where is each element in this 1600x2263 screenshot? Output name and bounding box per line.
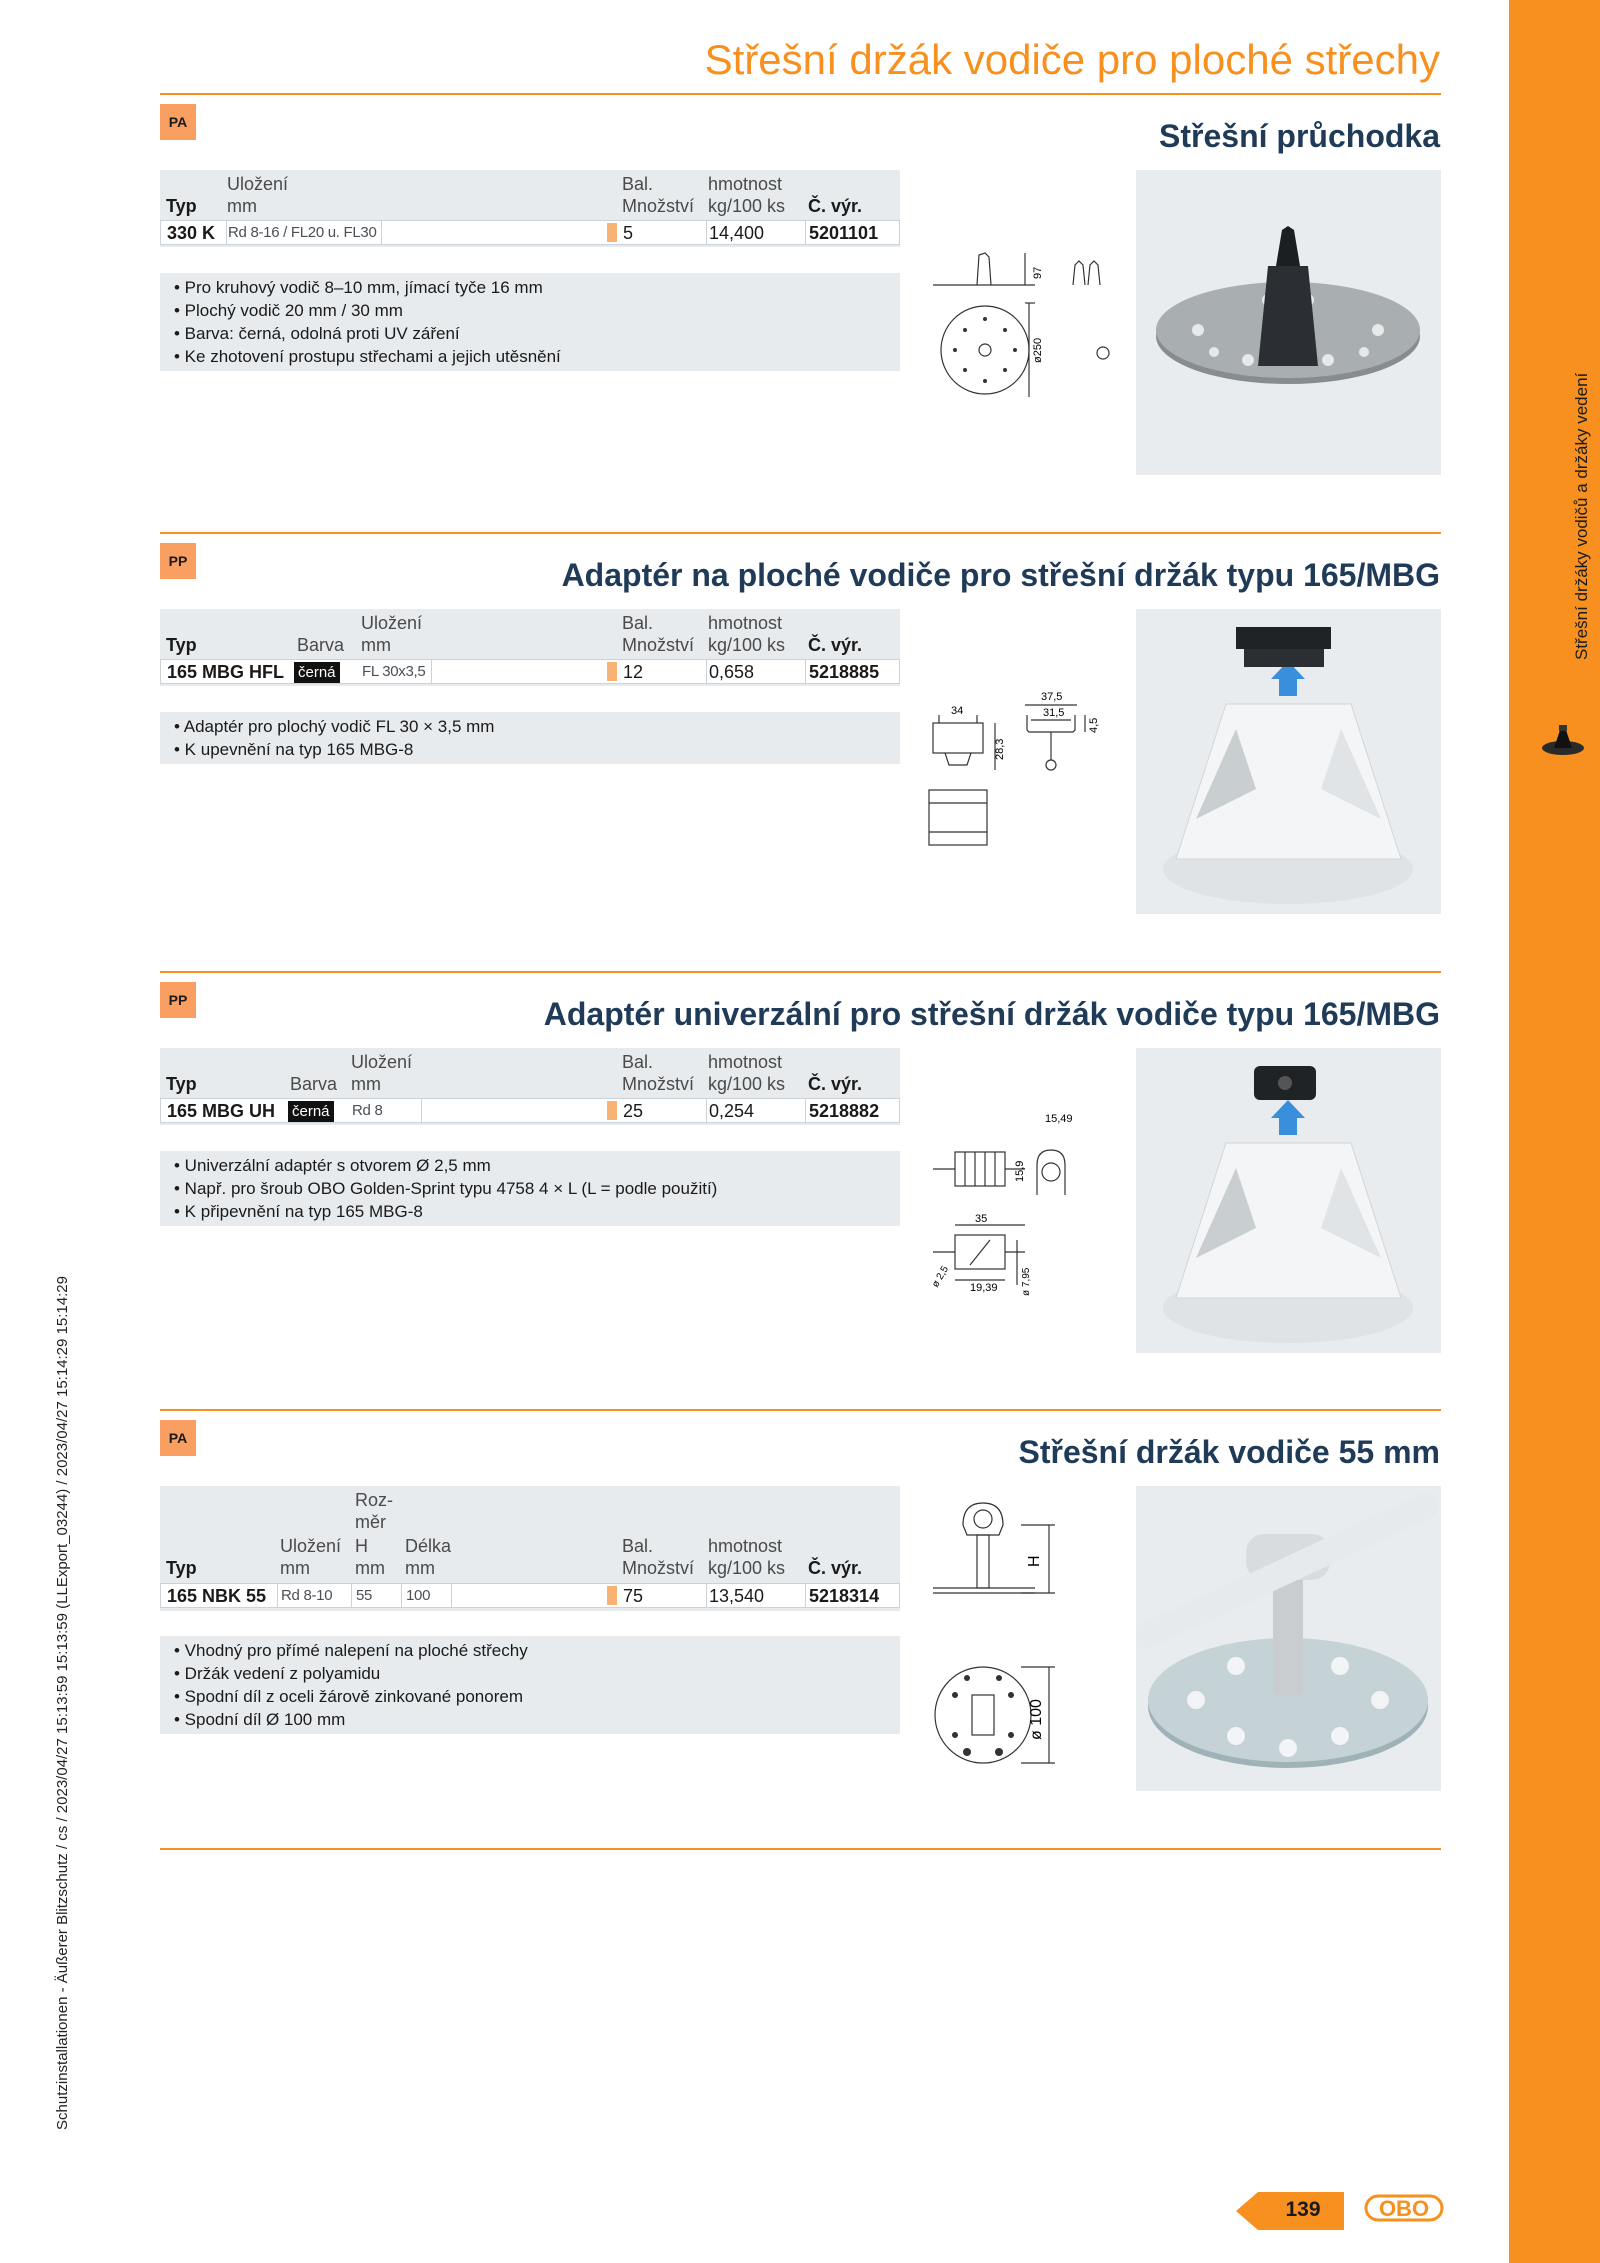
header-kg: kg/100 ks	[708, 196, 786, 216]
header-bal: Bal.	[622, 1536, 654, 1556]
table-row	[160, 659, 900, 684]
product-badge: PA	[160, 1420, 196, 1456]
roof-holder-icon	[1540, 722, 1586, 762]
obo-logo	[1364, 2190, 1444, 2226]
cell-ulozeni: Rd 8	[352, 1102, 383, 1119]
sidebar-label: Střešní držáky vodičů a držáky vedení	[1572, 372, 1591, 660]
sidebar-bar	[1509, 0, 1600, 2263]
header-ulozeni: Uložení	[361, 613, 423, 633]
highlight-mark	[607, 223, 617, 242]
product-title: Střešní držák vodiče 55 mm	[1018, 1434, 1440, 1470]
cell-hmotnost: 0,254	[709, 1101, 755, 1121]
header-typ: Typ	[166, 1074, 197, 1094]
page-title: Střešní držák vodiče pro ploché střechy	[704, 36, 1440, 83]
dim-label: 4,5	[1088, 717, 1100, 733]
feature-item: • Pro kruhový vodič 8–10 mm, jímací tyče 16 mm	[174, 278, 543, 297]
cell-ulozeni: Rd 8-16 / FL20 u. FL30	[228, 224, 377, 241]
feature-item: • Ke zhotovení prostupu střechami a jejich utěsnění	[174, 347, 561, 366]
header-mnozstvi: Množství	[622, 1074, 695, 1094]
header-hmotnost: hmotnost	[708, 613, 783, 633]
header-mm: mm	[361, 635, 391, 655]
cell-cvyr: 5218314	[809, 1586, 880, 1606]
header-cvyr: Č. výr.	[808, 1074, 863, 1094]
technical-drawing	[925, 245, 1125, 425]
feature-item: • Spodní díl Ø 100 mm	[174, 1710, 346, 1729]
cell-cvyr: 5218882	[809, 1101, 880, 1121]
product-title: Adaptér na ploché vodiče pro střešní držák typu 165/MBG	[561, 557, 1440, 593]
dim-label: 15,49	[1045, 1113, 1073, 1125]
header-roz: Roz-	[355, 1490, 394, 1510]
divider	[160, 1848, 1441, 1850]
feature-item: • Plochý vodič 20 mm / 30 mm	[174, 301, 403, 320]
dim-label: ø250	[1032, 337, 1044, 363]
highlight-mark	[607, 1101, 617, 1120]
dim-label: 37,5	[1041, 691, 1063, 703]
header-bal: Bal.	[622, 174, 654, 194]
dim-label: ø 100	[1028, 1699, 1045, 1740]
feature-item: • Držák vedení z polyamidu	[174, 1664, 381, 1683]
cell-ulozeni: FL 30x3,5	[362, 663, 426, 680]
cell-typ: 165 NBK 55	[167, 1586, 267, 1606]
dim-label: H	[1026, 1555, 1043, 1567]
cell-typ: 330 K	[167, 223, 216, 243]
cell-h: 55	[356, 1587, 373, 1604]
header-delka: Délka	[405, 1536, 452, 1556]
cell-hmotnost: 14,400	[709, 223, 765, 243]
cell-barva: černá	[288, 1101, 334, 1122]
table-row	[160, 1098, 900, 1123]
dim-label: 35	[975, 1213, 988, 1225]
header-mm: mm	[351, 1074, 381, 1094]
product-photo	[1136, 170, 1441, 475]
header-mnozstvi: Množství	[622, 196, 695, 216]
technical-drawing	[925, 1110, 1125, 1300]
header-hmotnost: hmotnost	[708, 174, 783, 194]
feature-item: • Barva: černá, odolná proti UV záření	[174, 324, 460, 343]
header-barva: Barva	[290, 1074, 338, 1094]
cell-bal: 12	[623, 662, 644, 682]
dim-label: 28,3	[994, 738, 1006, 760]
header-hmotnost: hmotnost	[708, 1052, 783, 1072]
header-kg: kg/100 ks	[708, 1558, 786, 1578]
header-mm: mm	[405, 1558, 435, 1578]
product-photo	[1136, 1486, 1441, 1791]
header-bal: Bal.	[622, 613, 654, 633]
dim-label: 19,39	[970, 1282, 998, 1294]
feature-item: • Univerzální adaptér s otvorem Ø 2,5 mm	[174, 1156, 491, 1175]
feature-list	[160, 273, 900, 371]
header-bal: Bal.	[622, 1052, 654, 1072]
header-mm: mm	[355, 1558, 385, 1578]
technical-drawing	[925, 675, 1125, 855]
cell-bal: 5	[623, 223, 634, 243]
cell-bal: 25	[623, 1101, 644, 1121]
dim-label: 34	[951, 705, 964, 717]
table-row	[160, 1583, 900, 1608]
header-mnozstvi: Množství	[622, 1558, 695, 1578]
cell-cvyr: 5218885	[809, 662, 880, 682]
cell-cvyr: 5201101	[809, 223, 879, 243]
svg-text:OBO: OBO	[1378, 2196, 1430, 2221]
header-mer: měr	[355, 1512, 386, 1532]
feature-list	[160, 1151, 900, 1226]
header-mm: mm	[227, 196, 257, 216]
feature-item: • Vhodný pro přímé nalepení na ploché střechy	[174, 1641, 528, 1660]
page-number: 139	[1285, 2198, 1321, 2221]
dim-label: 31,5	[1043, 707, 1065, 719]
product-photo	[1136, 609, 1441, 914]
feature-item: • Spodní díl z oceli žárově zinkované ponorem	[174, 1687, 523, 1706]
divider	[160, 1409, 1441, 1411]
header-ulozeni: Uložení	[280, 1536, 342, 1556]
feature-list	[160, 1636, 900, 1734]
dim-label: 97	[1032, 266, 1044, 279]
product-badge: PP	[160, 543, 196, 579]
cell-barva: černá	[294, 662, 340, 683]
feature-item: • Např. pro šroub OBO Golden-Sprint typu 4758 4 × L (L = podle použití)	[174, 1179, 718, 1198]
feature-list	[160, 712, 900, 764]
header-typ: Typ	[166, 635, 197, 655]
header-hmotnost: hmotnost	[708, 1536, 783, 1556]
header-typ: Typ	[166, 1558, 197, 1578]
dim-label: ø 2,5	[930, 1264, 951, 1290]
cell-bal: 75	[623, 1586, 644, 1606]
header-mm: mm	[280, 1558, 310, 1578]
product-table	[160, 609, 900, 686]
margin-note: Schutzinstallationen - Äußerer Blitzschutz / cs / 2023/04/27 15:13:59 15:13:59 (LLExport_03244) / 2023/04/27 15:14:29 15:14:29	[54, 1276, 71, 2130]
header-cvyr: Č. výr.	[808, 1558, 863, 1578]
header-h: H	[355, 1536, 368, 1556]
product-badge: PP	[160, 982, 196, 1018]
divider	[160, 971, 1441, 973]
header-kg: kg/100 ks	[708, 635, 786, 655]
header-ulozeni: Uložení	[351, 1052, 413, 1072]
product-title: Střešní průchodka	[1159, 118, 1440, 154]
cell-ulozeni: Rd 8-10	[281, 1587, 333, 1604]
cell-delka: 100	[406, 1587, 431, 1604]
cell-hmotnost: 0,658	[709, 662, 755, 682]
feature-item: • K připevnění na typ 165 MBG-8	[174, 1202, 423, 1221]
highlight-mark	[607, 1586, 617, 1605]
cell-hmotnost: 13,540	[709, 1586, 765, 1606]
header-typ: Typ	[166, 196, 197, 216]
header-cvyr: Č. výr.	[808, 635, 863, 655]
header-cvyr: Č. výr.	[808, 196, 863, 216]
feature-item: • Adaptér pro plochý vodič FL 30 × 3,5 mm	[174, 717, 495, 736]
cell-typ: 165 MBG UH	[167, 1101, 276, 1121]
product-table	[160, 1486, 900, 1611]
product-title: Adaptér univerzální pro střešní držák vodiče typu 165/MBG	[543, 996, 1440, 1032]
technical-drawing	[925, 1495, 1125, 1795]
cell-typ: 165 MBG HFL	[167, 662, 285, 682]
dim-label: 15,9	[1014, 1160, 1026, 1182]
header-ulozeni: Uložení	[227, 174, 289, 194]
header-mnozstvi: Množství	[622, 635, 695, 655]
highlight-mark	[607, 662, 617, 681]
table-row	[160, 220, 900, 245]
divider	[160, 532, 1441, 534]
product-badge: PA	[160, 104, 196, 140]
divider	[160, 93, 1441, 95]
product-photo	[1136, 1048, 1441, 1353]
product-table	[160, 1048, 900, 1125]
product-table	[160, 170, 900, 247]
header-barva: Barva	[297, 635, 345, 655]
feature-item: • K upevnění na typ 165 MBG-8	[174, 740, 414, 759]
dim-label: ø 7,95	[1021, 1267, 1032, 1296]
header-kg: kg/100 ks	[708, 1074, 786, 1094]
